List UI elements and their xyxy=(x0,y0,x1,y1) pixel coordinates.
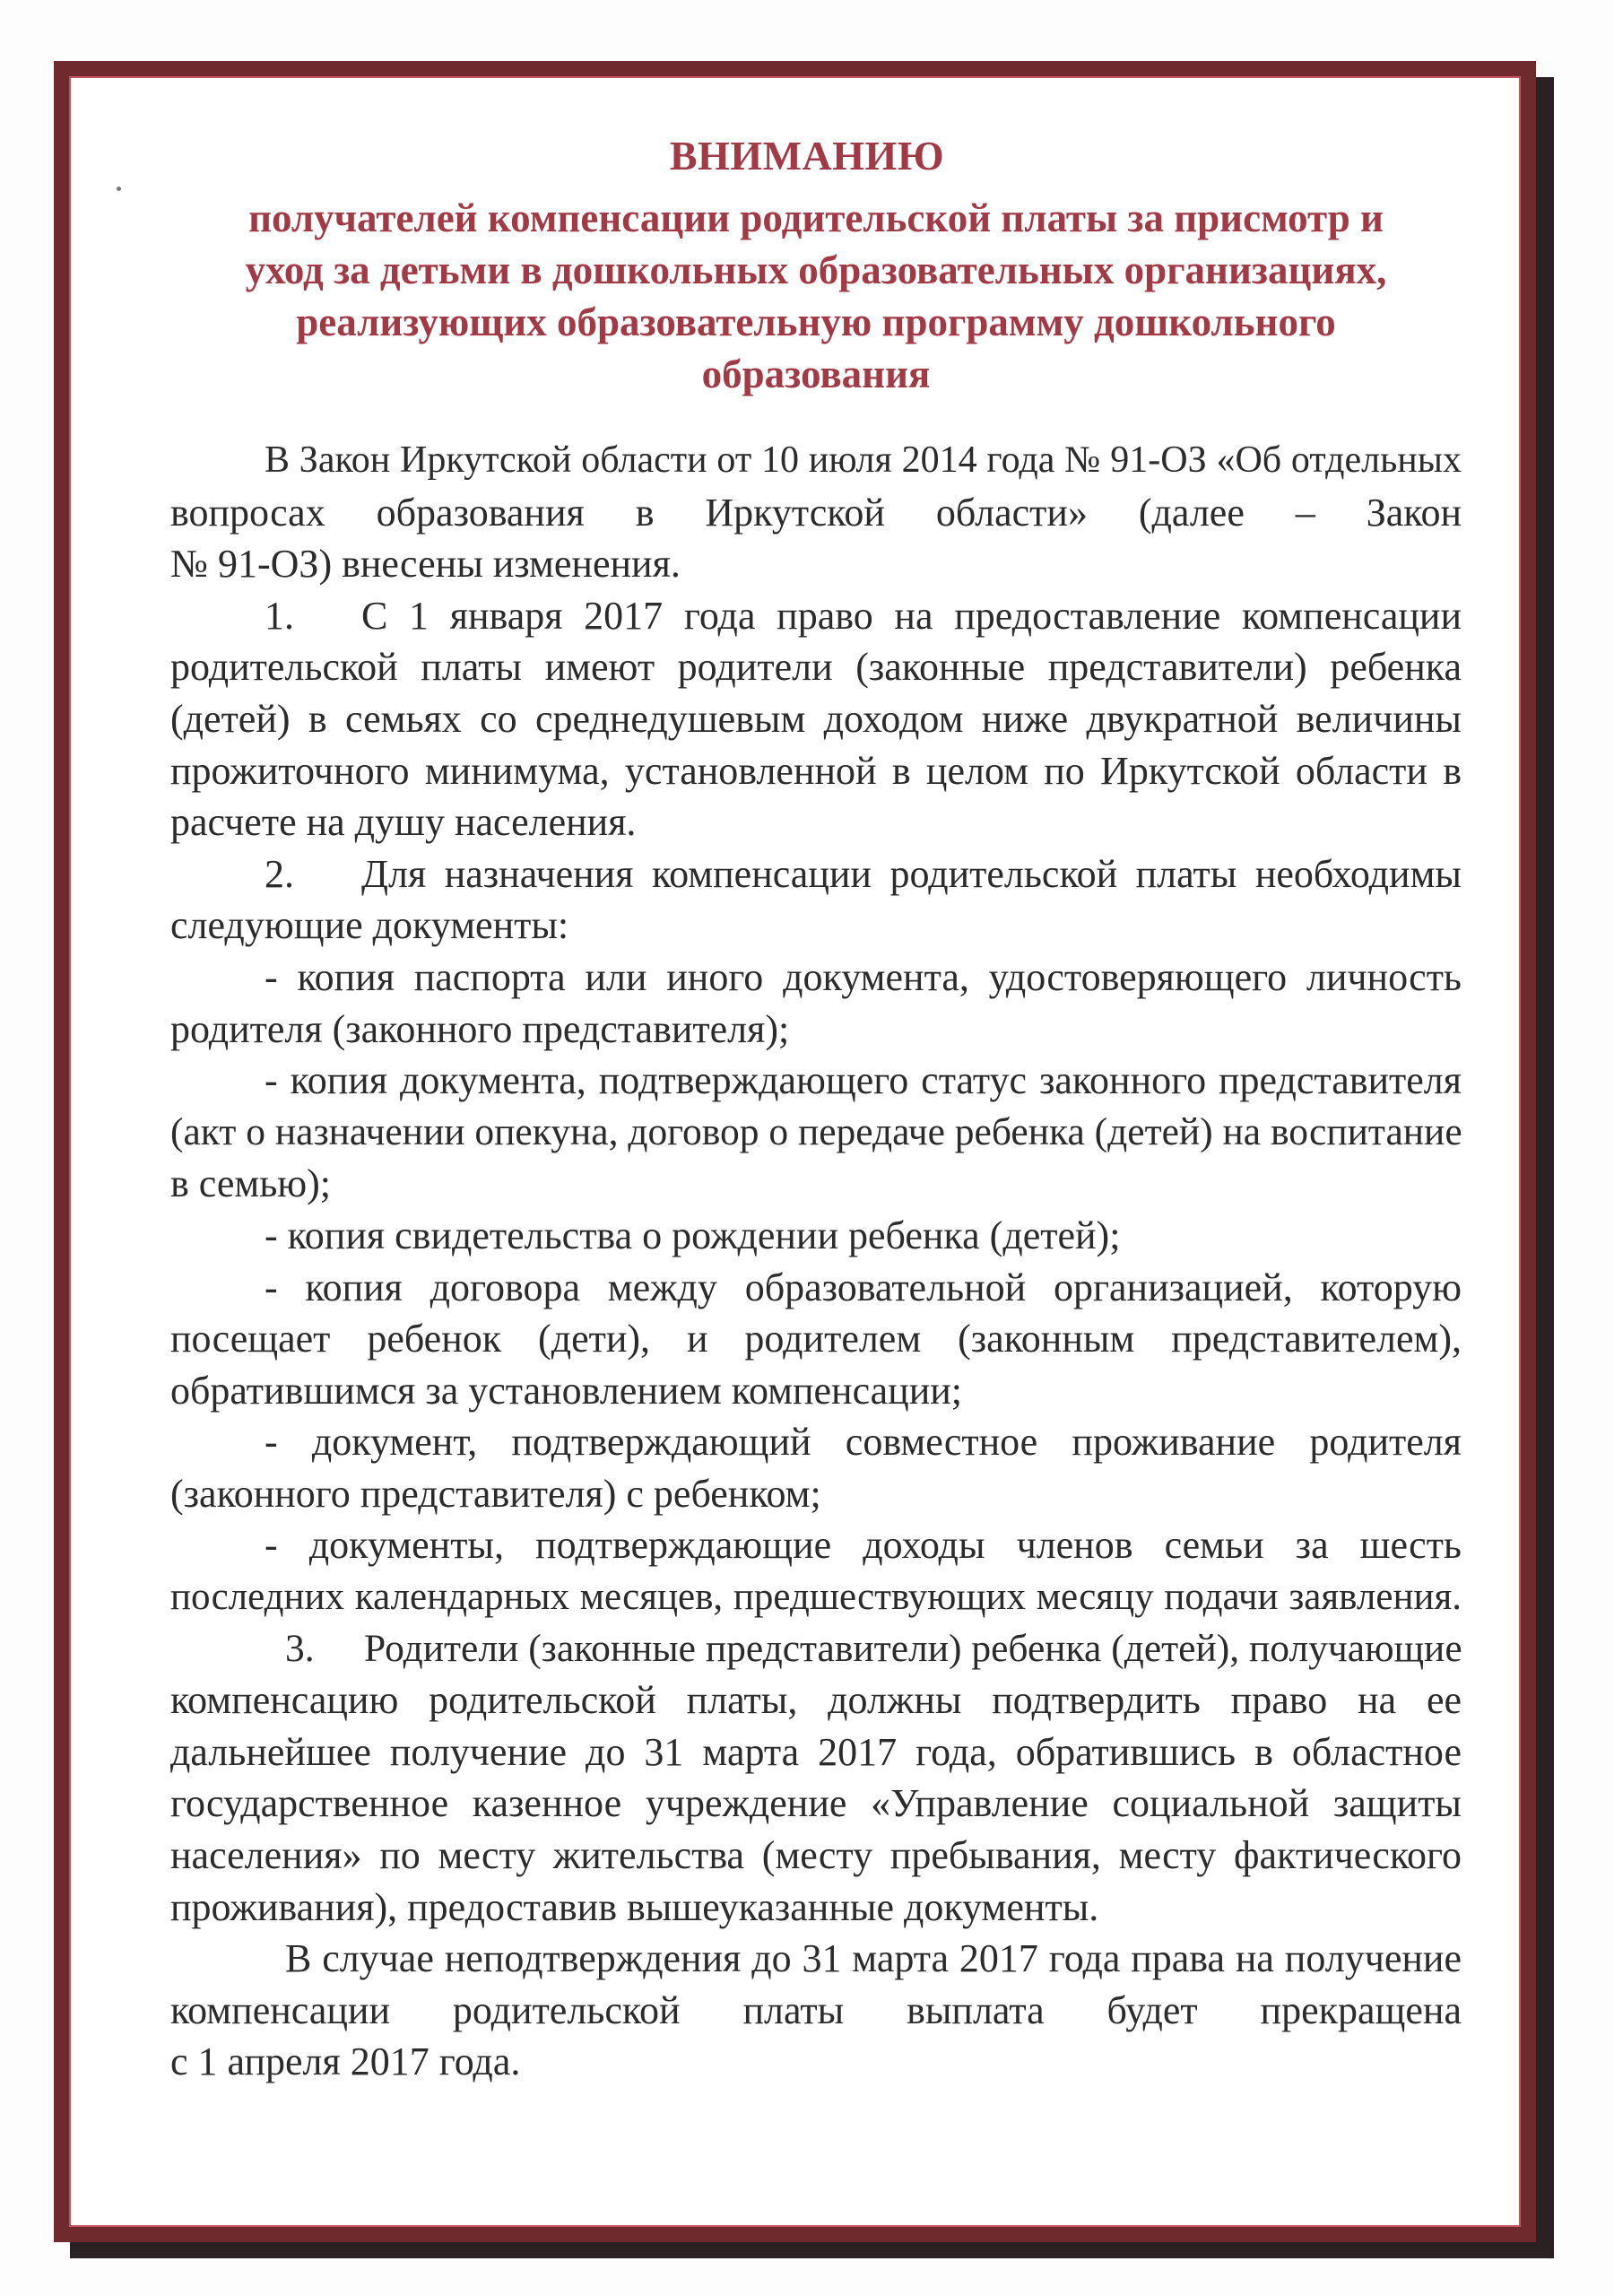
text-line: обратившимся за установлением компенсации; xyxy=(170,1368,963,1413)
text-line: - копия паспорта или иного документа, удостоверяющего личность xyxy=(265,954,1462,999)
text-line: прожиточного минимума, установленной в целом по Иркутской области в xyxy=(170,748,1462,793)
text-line: (детей) в семьях со среднедушевым доходом ниже двукратной величины xyxy=(170,696,1462,741)
required-document xyxy=(170,1519,1462,1622)
text-line xyxy=(170,590,1462,642)
text-line: № 91-ОЗ) внесены изменения. xyxy=(170,542,681,587)
list-item-2 xyxy=(170,848,1462,1623)
required-document xyxy=(170,1262,1462,1417)
notice-subheading xyxy=(161,192,1471,400)
required-document xyxy=(170,1055,1462,1210)
subheading-line: уход за детьми в дошкольных образовательных организациях, xyxy=(245,248,1387,292)
text-line: в семью); xyxy=(170,1161,332,1206)
scan-speck xyxy=(117,187,121,191)
item-text: Для назначения компенсации родительской платы необходимы xyxy=(361,851,1462,896)
text-line: - копия свидетельства о рождении ребенка (детей); xyxy=(265,1213,1121,1257)
notice-heading: ВНИМАНИЮ xyxy=(669,133,945,178)
intro-paragraph xyxy=(170,435,1462,590)
item-number: 2. xyxy=(265,851,294,896)
text-line: государственное казенное учреждение «Управление социальной защиты xyxy=(170,1781,1462,1826)
required-document xyxy=(170,1210,1462,1262)
required-document xyxy=(170,952,1462,1055)
list-item-3 xyxy=(170,1623,1462,1934)
text-line: с 1 апреля 2017 года. xyxy=(170,2039,521,2084)
text-line xyxy=(170,848,1462,900)
item-number: 3. xyxy=(285,1626,315,1670)
text-line: компенсации родительской платы выплата будет прекращена xyxy=(170,1987,1462,2032)
text-line: - документы, подтверждающие доходы членов семьи за шесть xyxy=(265,1523,1462,1568)
text-line: вопросах образования в Иркутской области» (далее – Закон xyxy=(170,490,1462,535)
text-line: - копия документа, подтверждающего статус законного представителя xyxy=(265,1058,1462,1103)
text-line: последних календарных месяцев, предшествующих месяцу подачи заявления. xyxy=(170,1576,1462,1619)
text-line: населения» по месту жительства (месту пребывания, месту фактического xyxy=(170,1833,1462,1878)
subheading-line: образования xyxy=(701,352,931,396)
text-line: В случае неподтверждения до 31 марта 2017 года права на получение xyxy=(285,1936,1462,1981)
text-line: родителя (законного представителя); xyxy=(170,1006,790,1051)
item-text: Родители (законные представители) ребенка (детей), получающие xyxy=(364,1626,1462,1670)
item-number: 1. xyxy=(265,593,294,638)
text-line: проживания), предоставив вышеуказанные документы. xyxy=(170,1884,1099,1929)
text-line: В Закон Иркутской области от 10 июля 2014 года № 91-ОЗ «Об отдельных xyxy=(265,439,1462,481)
text-line: - копия договора между образовательной организацией, которую xyxy=(265,1265,1462,1309)
subheading-line: реализующих образовательную программу дошкольного xyxy=(296,300,1336,344)
text-line: (акт о назначении опекуна, договор о передаче ребенка (детей) на воспитание xyxy=(170,1109,1462,1153)
frame-shadow-bottom xyxy=(70,2242,1554,2258)
list-item-1 xyxy=(170,590,1462,848)
text-line: расчете на душу населения. xyxy=(170,800,637,845)
text-line xyxy=(170,1623,1462,1675)
text-line: родительской платы имеют родители (законные представители) ребенка xyxy=(170,645,1462,690)
text-line: (законного представителя) с ребенком; xyxy=(170,1471,821,1516)
item-text: С 1 января 2017 года право на предоставление компенсации xyxy=(361,593,1462,638)
frame-shadow-right xyxy=(1536,77,1554,2258)
subheading-line: получателей компенсации родительской платы за присмотр и xyxy=(248,196,1384,240)
closing-paragraph xyxy=(170,1933,1462,2088)
notice-body xyxy=(170,435,1462,2088)
required-document xyxy=(170,1416,1462,1519)
text-line: дальнейшее получение до 31 марта 2017 года, обратившись в областное xyxy=(170,1729,1462,1774)
text-line: компенсацию родительской платы, должны подтвердить право на ее xyxy=(170,1678,1462,1723)
text-line: - документ, подтверждающий совместное проживание родителя xyxy=(265,1420,1462,1465)
text-line: следующие документы: xyxy=(170,903,569,948)
text-line: посещает ребенок (дети), и родителем (законным представителем), xyxy=(170,1317,1462,1361)
